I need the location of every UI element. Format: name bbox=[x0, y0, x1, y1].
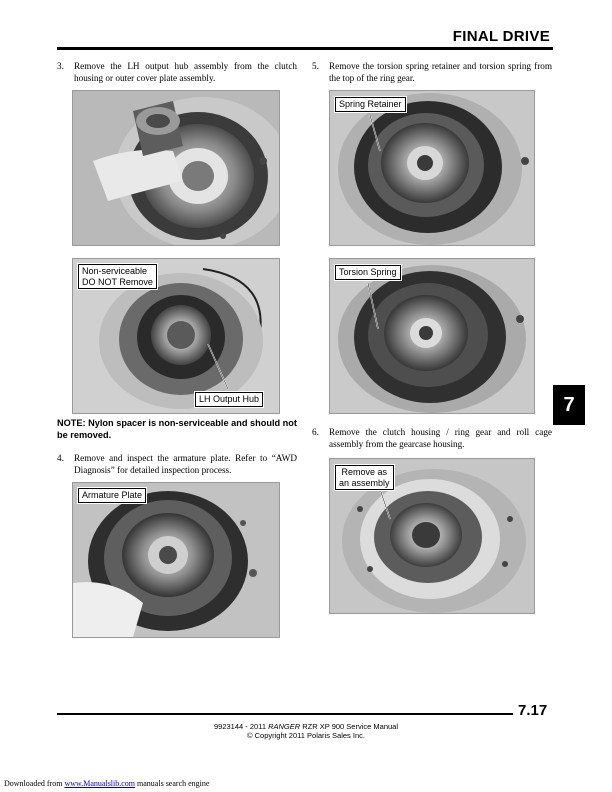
step-number: 3. bbox=[57, 61, 64, 71]
chapter-tab: 7 bbox=[553, 385, 585, 425]
section-title: FINAL DRIVE bbox=[452, 28, 550, 45]
copyright: © Copyright 2011 Polaris Sales Inc. bbox=[247, 731, 365, 740]
step-text: Remove the torsion spring retainer and torsion spring from the top of the ring gear. bbox=[329, 61, 552, 83]
photo-lh-hub-removal bbox=[72, 90, 280, 246]
photo-spring-retainer bbox=[329, 90, 535, 246]
manual-title: 9923144 - 2011 RANGER RZR XP 900 Service Manual bbox=[214, 722, 398, 731]
step-number: 6. bbox=[312, 427, 319, 437]
photo-clutch-housing bbox=[329, 458, 535, 614]
step-5 bbox=[312, 61, 552, 87]
callout-torsion-spring: Torsion Spring bbox=[335, 265, 401, 280]
photo-armature-plate bbox=[72, 482, 280, 638]
step-number: 5. bbox=[312, 61, 319, 71]
step-text: Remove and inspect the armature plate. Refer to “AWD Diagnosis” for detailed inspection process. bbox=[74, 453, 297, 475]
step-number: 4. bbox=[57, 453, 64, 463]
photo-lh-output-hub bbox=[72, 258, 280, 414]
step-text: Remove the clutch housing / ring gear and roll cage assembly from the gearcase housing. bbox=[329, 427, 552, 449]
callout-armature-plate: Armature Plate bbox=[78, 488, 146, 503]
footer-rule bbox=[57, 713, 513, 715]
photo-torsion-spring bbox=[329, 258, 535, 414]
callout-lh-output-hub: LH Output Hub bbox=[195, 392, 263, 407]
callout-remove-as-assembly: Remove as an assembly bbox=[335, 465, 394, 490]
step-text: Remove the LH output hub assembly from the clutch housing or outer cover plate assembly. bbox=[74, 61, 297, 83]
header-rule bbox=[57, 47, 553, 50]
step-6 bbox=[312, 427, 552, 453]
note: NOTE: Nylon spacer is non-serviceable and should not be removed. bbox=[57, 418, 297, 440]
step-3 bbox=[57, 61, 297, 87]
callout-spring-retainer: Spring Retainer bbox=[335, 97, 406, 112]
page-number: 7.17 bbox=[518, 702, 548, 719]
callout-non-serviceable: Non-serviceable DO NOT Remove bbox=[78, 264, 157, 289]
step-4 bbox=[57, 453, 297, 479]
manualslib-link[interactable]: www.Manualslib.com bbox=[64, 779, 136, 788]
download-notice: Downloaded from www.Manualslib.com manuals search engine bbox=[4, 779, 210, 788]
